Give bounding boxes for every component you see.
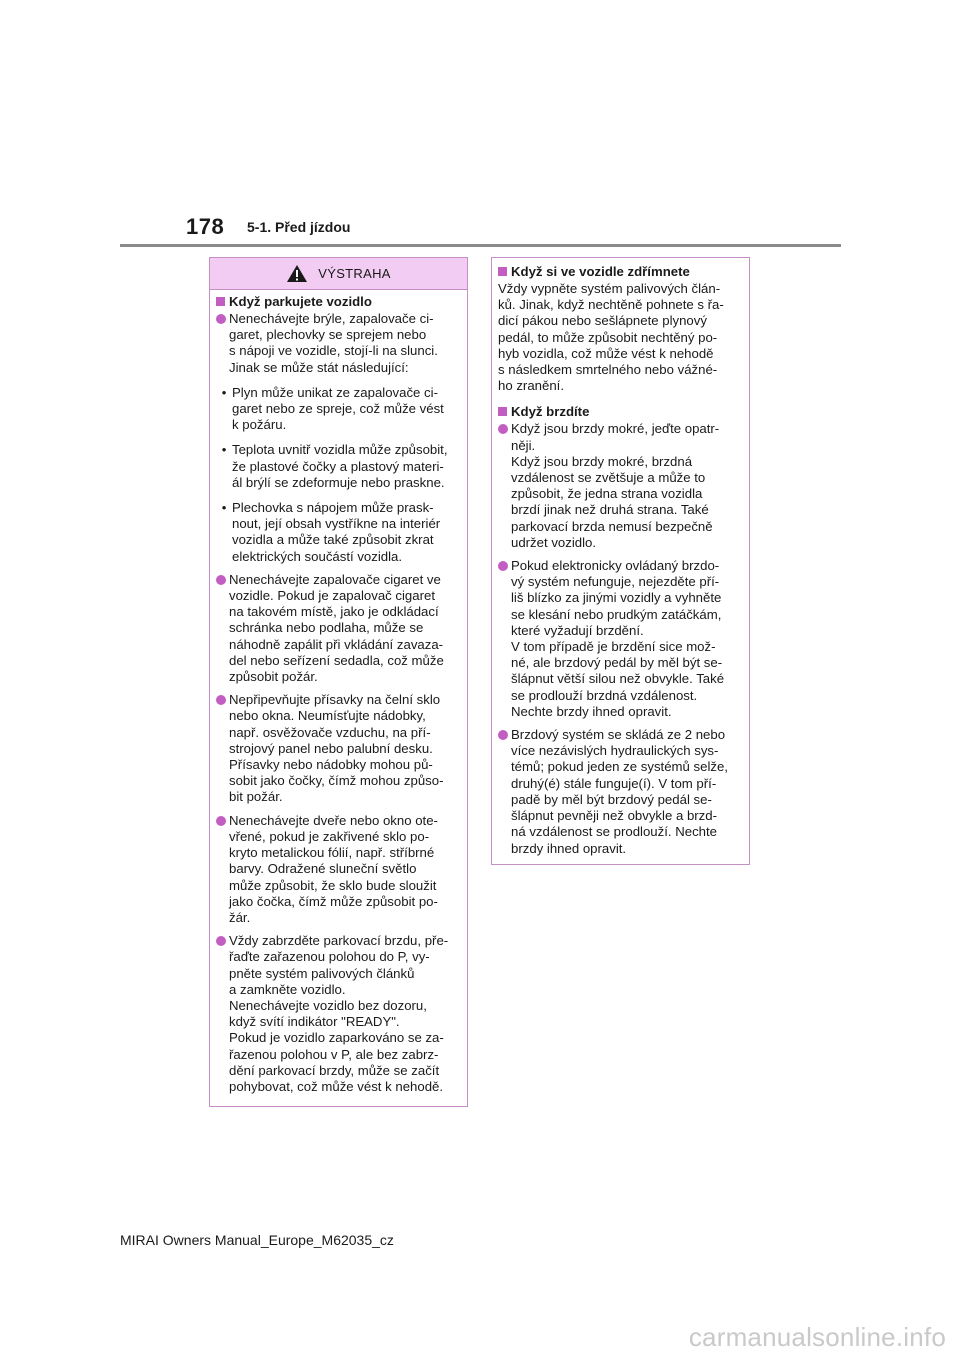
- list-item: [216, 933, 462, 1095]
- square-bullet-icon: [498, 407, 507, 416]
- round-bullet-icon: [216, 575, 226, 585]
- header-divider: [120, 244, 841, 247]
- list-item-text: Nenechávejte dveře nebo okno ote- vřené, pokud je zakřivené sklo po- kryto metalickou fólií, např. stříbrné barvy. Odražené sluneční světlo může způsobit, že sklo bude sloužit jako čočka, čímž může způsobit po- žár.: [229, 812, 438, 925]
- sub-bullet-icon: •: [221, 442, 227, 458]
- sub-list-item: [216, 442, 462, 491]
- sub-list-item-text: Plechovka s nápojem může prask- nout, její obsah vystříkne na interiér vozidla a může také způsobit zkrat elektrických součástí vozidla.: [232, 500, 441, 564]
- list-item: [498, 421, 744, 551]
- list-item-text: Nenechávejte brýle, zapalovače ci- garet, plechovky se sprejem nebo s nápoji ve vozidle, stojí-li na slunci. Jinak se může stát následující:: [229, 311, 438, 375]
- square-bullet-icon: [216, 297, 225, 306]
- warning-heading: [216, 294, 462, 310]
- sub-list-item: [216, 500, 462, 565]
- sub-bullet-icon: •: [221, 384, 227, 400]
- warning-triangle-icon: [286, 264, 308, 283]
- list-item: [216, 311, 462, 376]
- square-bullet-icon: [498, 267, 507, 276]
- list-item-text: Brzdový systém se skládá ze 2 nebo více nezávislých hydraulických sys- témů; pokud jeden ze systémů selže, druhý(é) stále funguje(í). V tom pří- padě by měl být brzdový pedál se- šlápnut pevněji než obvykle a brzd- ná vzdálenost se prodlouží. Nechte brzdy ihned opravit.: [511, 727, 728, 856]
- round-bullet-icon: [498, 424, 508, 434]
- list-item-text: Nepřipevňujte přísavky na čelní sklo nebo okna. Neumísťujte nádobky, např. osvěžovače vzduchu, na pří- strojový panel nebo palubní desku. Přísavky nebo nádobky mohou pů- sobit jako čočky, čímž mohou způso- bit požár.: [229, 692, 444, 805]
- watermark: carmanualsonline.info: [688, 1322, 946, 1352]
- list-item: [216, 692, 462, 805]
- section-title: 5-1. Před jízdou: [247, 219, 351, 235]
- list-item: [216, 572, 462, 685]
- sub-list-item: [216, 385, 462, 434]
- nap-paragraph: Vždy vypněte systém palivových člán- ků. Jinak, když nechtěně pohnete s řa- dicí pákou nebo sešlápnete plynový pedál, to může způsobit nechtěný po- hyb vozidla, což může vést k nehodě s následkem smrtelného nebo vážné- ho zranění.: [498, 281, 724, 394]
- warning-heading-text: Když parkujete vozidlo: [229, 294, 372, 309]
- sub-list-item-text: Teplota uvnitř vozidla může způsobit, že plastové čočky a plastový materi- ál brýlí se zdeformuje nebo praskne.: [232, 442, 448, 490]
- right-heading-braking-text: Když brzdíte: [511, 404, 590, 420]
- round-bullet-icon: [498, 561, 508, 571]
- list-item: [498, 727, 744, 857]
- warning-box: [209, 257, 468, 1107]
- right-info-box: [491, 257, 750, 865]
- list-item-text: Nenechávejte zapalovače cigaret ve vozidle. Pokud je zapalovač cigaret na takovém místě, jako je odkládací schránka nebo podlaha, může se náhodně zapálit při vkládání zavaza- del nebo seřízení sedadla, což může způsobit požár.: [229, 571, 444, 685]
- round-bullet-icon: [216, 314, 226, 324]
- list-item-text: Když jsou brzdy mokré, jeďte opatr- něji. Když jsou brzdy mokré, brzdná vzdálenost se zvětšuje a může to způsobit, že jedna strana vozidla brzdí jinak než druhá strana. Také parkovací brzda nemusí bezpečně udržet vozidlo.: [511, 421, 720, 550]
- round-bullet-icon: [216, 816, 226, 826]
- list-item-text: Vždy zabrzděte parkovací brzdu, pře- řaďte zařazenou polohou do P, vy- pněte systém palivových článků a zamkněte vozidlo. Nenechávejte vozidlo bez dozoru, když svítí indikátor "READY". Pokud je vozidlo zaparkováno se za- řazenou polohou v P, ale bez zabrz- dění parkovací brzdy, může se začít pohybovat, což může vést k nehodě.: [229, 933, 449, 1094]
- list-item-text: Pokud elektronicky ovládaný brzdo- vý systém nefunguje, nejezděte pří- liš blízko za jinými vozidly a vyhněte se klesání nebo prudkým zatáčkám, které vyžadují brzdění. V tom případě je brzdění sice mož- né, ale brzdový pedál by měl být se- šlápnut větší silou než obvykle. Také se prodlouží brzdná vzdálenost. Nechte brzdy ihned opravit.: [511, 558, 725, 719]
- warning-header: [210, 258, 467, 290]
- right-heading-nap-text: Když si ve vozidle zdřímnete: [511, 264, 690, 279]
- page-number: 178: [186, 214, 225, 239]
- round-bullet-icon: [216, 695, 226, 705]
- list-item: [498, 558, 744, 720]
- round-bullet-icon: [498, 730, 508, 740]
- warning-body: [210, 290, 467, 1095]
- footer-doc-id: MIRAI Owners Manual_Europe_M62035_cz: [120, 1232, 394, 1248]
- sub-bullet-icon: •: [221, 500, 227, 516]
- right-heading-nap: [498, 264, 744, 280]
- sub-list-item-text: Plyn může unikat ze zapalovače ci- garet nebo ze spreje, což může vést k požáru.: [232, 384, 444, 433]
- round-bullet-icon: [216, 936, 226, 946]
- list-item: [216, 813, 462, 926]
- warning-title: VÝSTRAHA: [318, 266, 391, 281]
- right-heading-braking: [498, 404, 744, 420]
